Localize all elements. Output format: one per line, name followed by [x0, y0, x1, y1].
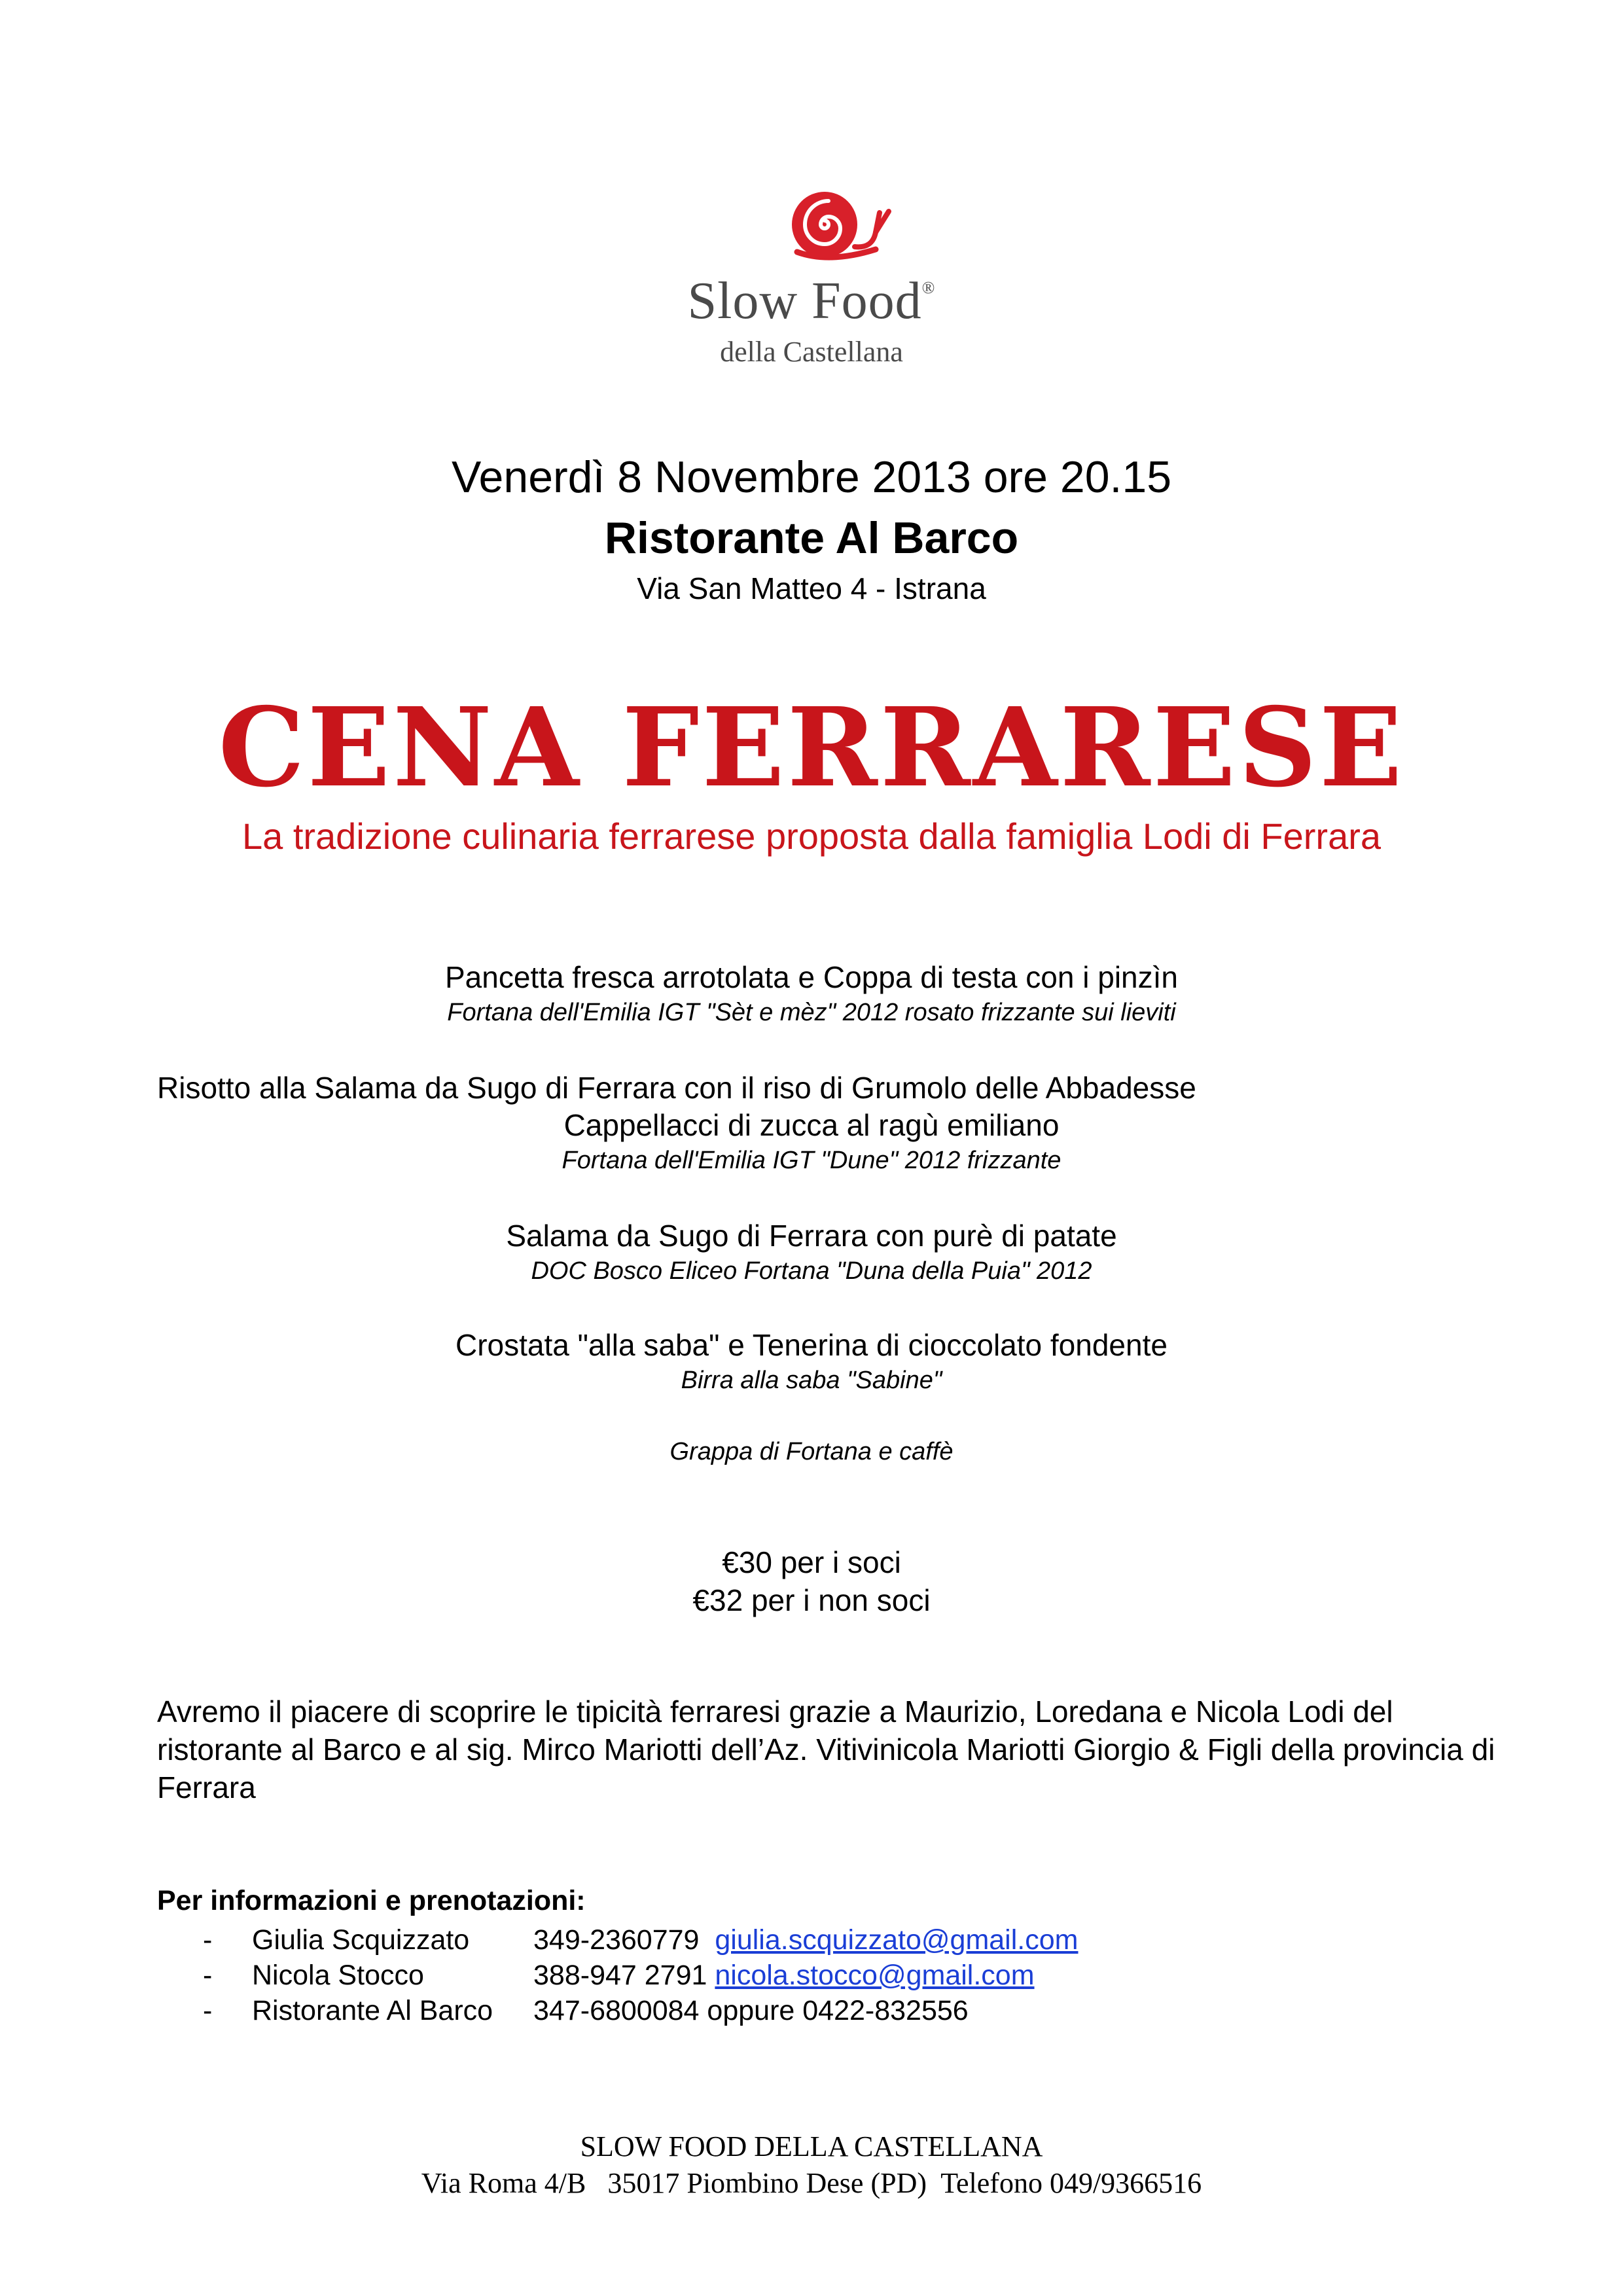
contact-name: Ristorante Al Barco	[252, 1995, 493, 2026]
footer-organization: SLOW FOOD DELLA CASTELLANA	[580, 2130, 1043, 2162]
contact-email-link[interactable]: giulia.scquizzato@gmail.com	[715, 1924, 1079, 1956]
snail-icon	[784, 187, 895, 262]
course-antipasto: Pancetta fresca arrotolata e Coppa di testa con i pinzìn	[445, 960, 1178, 994]
logo-name-text: Slow Food	[687, 272, 922, 330]
contact-email-link[interactable]: nicola.stocco@gmail.com	[715, 1960, 1035, 1991]
course-cappellacci: Cappellacci di zucca al ragù emiliano	[563, 1108, 1060, 1142]
contact-name: Giulia Scquizzato	[252, 1924, 470, 1956]
course-salama: Salama da Sugo di Ferrara con purè di patate	[506, 1219, 1117, 1253]
page-title: CENA FERRARESE	[218, 684, 1405, 812]
list-bullet: -	[203, 1924, 213, 1956]
contact-phone-number: 388-947 2791	[533, 1960, 707, 1991]
contact-phone	[533, 1960, 1035, 1992]
event-date-time: Venerdì 8 Novembre 2013 ore 20.15	[451, 452, 1172, 502]
intro-paragraph: Avremo il piacere di scoprire le tipicità ferraresi grazie a Maurizio, Loredana e Nicola Lodi del ristorante al Barco e al sig. Mirco Mariotti dell’Az. Vitivinicola Mariotti Giorgio & Figli della provincia di Ferrara	[157, 1695, 1495, 1804]
contact-name: Nicola Stocco	[252, 1960, 424, 1991]
contact-row	[0, 1995, 1623, 2030]
list-bullet: -	[203, 1960, 213, 1991]
wine-pairing-3: DOC Bosco Eliceo Fortana "Duna della Puia" 2012	[531, 1257, 1092, 1285]
contact-row	[0, 1960, 1623, 1995]
contact-phone	[533, 1924, 1078, 1956]
footer-address: Via Roma 4/B 35017 Piombino Dese (PD) Telefono 049/9366516	[421, 2167, 1202, 2199]
contacts-heading: Per informazioni e prenotazioni:	[157, 1885, 586, 1916]
logo-subtitle: della Castellana	[720, 336, 903, 368]
wine-pairing-2: Fortana dell'Emilia IGT "Dune" 2012 frizzante	[562, 1147, 1061, 1174]
price-members: €30 per i soci	[722, 1545, 901, 1579]
venue-name: Ristorante Al Barco	[604, 513, 1019, 563]
contact-row	[0, 1924, 1623, 1960]
list-bullet: -	[203, 1995, 213, 2026]
price-non-members: €32 per i non soci	[692, 1583, 931, 1617]
contact-phone-number: 349-2360779	[533, 1924, 700, 1956]
contact-phone-number: 347-6800084 oppure 0422-832556	[533, 1995, 969, 2026]
menu-closing: Grappa di Fortana e caffè	[669, 1438, 954, 1465]
page-subtitle: La tradizione culinaria ferrarese proposta dalla famiglia Lodi di Ferrara	[241, 816, 1382, 857]
logo-name	[0, 272, 1623, 331]
course-dessert: Crostata "alla saba" e Tenerina di cioccolato fondente	[455, 1328, 1168, 1362]
registered-mark: ®	[921, 278, 936, 297]
wine-pairing-1: Fortana dell'Emilia IGT "Sèt e mèz" 2012 rosato frizzante sui lieviti	[447, 999, 1176, 1026]
venue-address: Via San Matteo 4 - Istrana	[637, 571, 986, 605]
course-risotto: Risotto alla Salama da Sugo di Ferrara con il riso di Grumolo delle Abbadesse	[157, 1071, 1196, 1105]
beer-pairing: Birra alla saba "Sabine"	[681, 1367, 942, 1394]
